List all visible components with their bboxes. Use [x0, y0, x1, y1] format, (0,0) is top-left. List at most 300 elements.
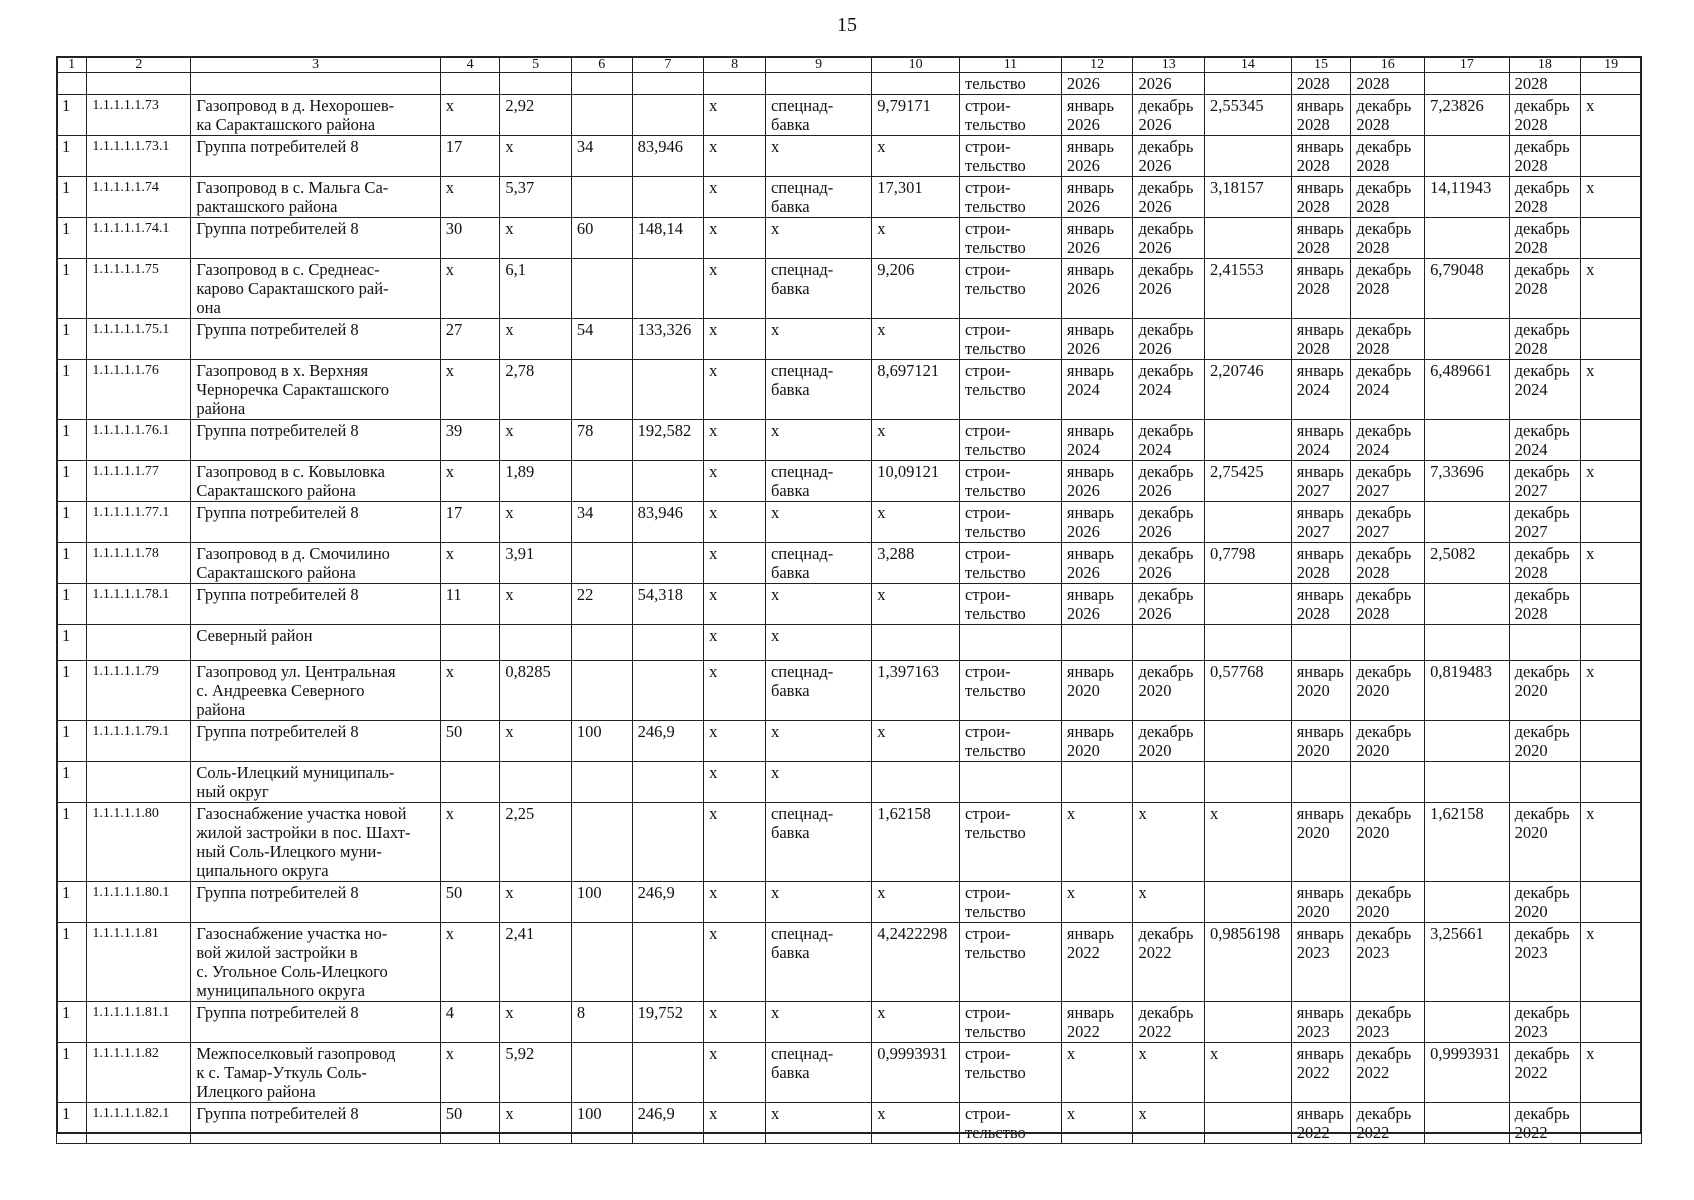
table-cell: х [704, 625, 766, 661]
table-cell [1581, 319, 1642, 360]
table-cell: х [1061, 1043, 1133, 1103]
table-cell: х [704, 1002, 766, 1043]
table-cell: декабрь 2023 [1509, 1002, 1581, 1043]
table-cell: 1,397163 [872, 661, 960, 721]
table-cell [1425, 1002, 1510, 1043]
table-cell: декабрь 2024 [1133, 360, 1205, 420]
table-cell [1291, 625, 1351, 661]
table-row [57, 319, 1642, 360]
table-cell [1425, 136, 1510, 177]
table-cell: 83,946 [632, 502, 704, 543]
table-cell: 2026 [1133, 73, 1205, 95]
table-cell: декабрь 2028 [1509, 218, 1581, 259]
table-cell [1581, 73, 1642, 95]
table-cell [1205, 1002, 1292, 1043]
table-cell: декабрь 2027 [1351, 461, 1425, 502]
table-cell: 5,37 [500, 177, 572, 218]
table-cell: х [872, 584, 960, 625]
table-cell [571, 73, 632, 95]
table-cell: х [500, 1002, 572, 1043]
table-cell: 1 [57, 259, 87, 319]
table-cell [1205, 218, 1292, 259]
table-cell: х [704, 319, 766, 360]
table-cell: х [704, 420, 766, 461]
table-cell [87, 73, 191, 95]
table-cell: строи- тельство [960, 420, 1062, 461]
table-cell: 1.1.1.1.1.80 [87, 803, 191, 882]
table-cell: январь 2022 [1291, 1103, 1351, 1144]
table-cell [1425, 218, 1510, 259]
table-cell: строи- тельство [960, 1103, 1062, 1144]
table-cell [1425, 420, 1510, 461]
table-cell: 0,9993931 [872, 1043, 960, 1103]
table-cell: 2,20746 [1205, 360, 1292, 420]
table-cell [87, 625, 191, 661]
table-cell: январь 2028 [1291, 136, 1351, 177]
table-cell [765, 73, 871, 95]
table-cell [500, 73, 572, 95]
table-cell: январь 2026 [1061, 218, 1133, 259]
table-cell [1509, 762, 1581, 803]
table-cell: 1.1.1.1.1.79.1 [87, 721, 191, 762]
table-cell: 8 [571, 1002, 632, 1043]
table-cell: 2,78 [500, 360, 572, 420]
table-cell: январь 2026 [1061, 461, 1133, 502]
table-cell: декабрь 2020 [1509, 882, 1581, 923]
table-cell: 1.1.1.1.1.75 [87, 259, 191, 319]
table-cell: январь 2026 [1061, 584, 1133, 625]
table-cell: 39 [440, 420, 500, 461]
table-cell: декабрь 2026 [1133, 177, 1205, 218]
table-cell [632, 762, 704, 803]
table-cell: декабрь 2026 [1133, 218, 1205, 259]
table-cell: Соль-Илецкий муниципаль- ный округ [191, 762, 440, 803]
table-cell: декабрь 2027 [1509, 461, 1581, 502]
table-cell [632, 95, 704, 136]
table-cell [571, 1043, 632, 1103]
table-cell: декабрь 2023 [1351, 923, 1425, 1002]
table-row [57, 502, 1642, 543]
table-cell: 0,57768 [1205, 661, 1292, 721]
table-cell: х [765, 218, 871, 259]
table-cell: декабрь 2024 [1509, 420, 1581, 461]
table-cell [960, 625, 1062, 661]
table-row [57, 177, 1642, 218]
table-cell: декабрь 2028 [1509, 136, 1581, 177]
table-cell: 246,9 [632, 721, 704, 762]
table-cell: х [765, 136, 871, 177]
table-cell: декабрь 2024 [1133, 420, 1205, 461]
table-cell: январь 2026 [1061, 177, 1133, 218]
table-row [57, 1002, 1642, 1043]
table-cell: х [1205, 1043, 1292, 1103]
table-row [57, 721, 1642, 762]
table-cell: 2,41553 [1205, 259, 1292, 319]
table-cell [1205, 625, 1292, 661]
column-number: 7 [632, 57, 704, 73]
table-cell: 6,79048 [1425, 259, 1510, 319]
table-cell: х [440, 1043, 500, 1103]
table-cell [1425, 1103, 1510, 1144]
table-cell: 54,318 [632, 584, 704, 625]
table-cell [1581, 625, 1642, 661]
table-row [57, 1043, 1642, 1103]
table-cell: декабрь 2028 [1509, 543, 1581, 584]
table-cell: 0,9856198 [1205, 923, 1292, 1002]
table-cell: х [765, 319, 871, 360]
table-cell: Межпоселковый газопровод к с. Тамар-Уткуль Соль- Илецкого района [191, 1043, 440, 1103]
table-cell: спецнад- бавка [765, 661, 871, 721]
table-cell: х [500, 584, 572, 625]
table-cell: х [765, 762, 871, 803]
table-cell: х [765, 502, 871, 543]
table-cell: х [704, 1103, 766, 1144]
table-cell: декабрь 2026 [1133, 259, 1205, 319]
table-cell: январь 2020 [1291, 721, 1351, 762]
table-cell [1061, 625, 1133, 661]
table-cell: строи- тельство [960, 721, 1062, 762]
table-cell [632, 661, 704, 721]
table-cell: 10,09121 [872, 461, 960, 502]
column-number: 2 [87, 57, 191, 73]
column-number: 5 [500, 57, 572, 73]
table-cell [571, 661, 632, 721]
table-cell [1425, 73, 1510, 95]
table-cell: х [872, 218, 960, 259]
table-cell: 1 [57, 136, 87, 177]
table-cell: 1 [57, 1002, 87, 1043]
table-cell: декабрь 2020 [1133, 721, 1205, 762]
table-cell: Газопровод в с. Ковыловка Саракташского района [191, 461, 440, 502]
table-cell [191, 73, 440, 95]
table-cell: 30 [440, 218, 500, 259]
table-cell: январь 2024 [1291, 360, 1351, 420]
table-cell: х [872, 721, 960, 762]
table-cell: строи- тельство [960, 543, 1062, 584]
table-cell: х [1581, 923, 1642, 1002]
table-cell: строи- тельство [960, 259, 1062, 319]
table-cell: 50 [440, 1103, 500, 1144]
table-cell [1509, 625, 1581, 661]
table-cell: декабрь 2028 [1509, 259, 1581, 319]
table-row [57, 259, 1642, 319]
table-cell: 1 [57, 360, 87, 420]
table-row [57, 360, 1642, 420]
table-cell: х [765, 584, 871, 625]
table-cell [1205, 319, 1292, 360]
table-cell: 50 [440, 721, 500, 762]
table-cell [571, 259, 632, 319]
table-cell: январь 2023 [1291, 923, 1351, 1002]
table-row [57, 420, 1642, 461]
table-cell: декабрь 2022 [1351, 1043, 1425, 1103]
table-cell: 1 [57, 1043, 87, 1103]
table-cell: декабрь 2020 [1351, 661, 1425, 721]
table-cell: х [704, 584, 766, 625]
table-cell [571, 543, 632, 584]
table-cell: декабрь 2028 [1351, 218, 1425, 259]
table-cell: январь 2020 [1061, 661, 1133, 721]
table-cell: строи- тельство [960, 95, 1062, 136]
table-cell: Газопровод ул. Центральная с. Андреевка Северного района [191, 661, 440, 721]
table-cell: декабрь 2028 [1351, 584, 1425, 625]
table-cell: строи- тельство [960, 803, 1062, 882]
table-cell: строи- тельство [960, 1043, 1062, 1103]
table-cell: 192,582 [632, 420, 704, 461]
table-cell: декабрь 2022 [1133, 1002, 1205, 1043]
table-cell: 0,7798 [1205, 543, 1292, 584]
table-cell: строи- тельство [960, 923, 1062, 1002]
table-cell [571, 177, 632, 218]
table-row [57, 923, 1642, 1002]
table-row [57, 218, 1642, 259]
table-cell: х [704, 803, 766, 882]
table-cell: х [1133, 1103, 1205, 1144]
table-cell: х [1581, 360, 1642, 420]
table-cell: декабрь 2028 [1351, 259, 1425, 319]
table-cell [1133, 625, 1205, 661]
table-cell: 2,75425 [1205, 461, 1292, 502]
table-cell: строи- тельство [960, 502, 1062, 543]
table-cell: Газопровод в с. Мальга Са- ракташского района [191, 177, 440, 218]
page-number: 15 [837, 14, 857, 36]
table-cell: х [872, 882, 960, 923]
table-cell [1205, 721, 1292, 762]
table-cell: 17 [440, 136, 500, 177]
table-cell: 6,489661 [1425, 360, 1510, 420]
table-cell: х [500, 882, 572, 923]
table-cell [571, 461, 632, 502]
column-number: 19 [1581, 57, 1642, 73]
table-cell: х [1581, 661, 1642, 721]
table-cell: х [1133, 882, 1205, 923]
table-cell: 2028 [1291, 73, 1351, 95]
table-cell [1425, 721, 1510, 762]
table-cell: 1.1.1.1.1.73.1 [87, 136, 191, 177]
table-cell: 0,8285 [500, 661, 572, 721]
table-cell: 246,9 [632, 882, 704, 923]
table-cell: 1.1.1.1.1.82.1 [87, 1103, 191, 1144]
table-cell: январь 2024 [1291, 420, 1351, 461]
table-cell: строи- тельство [960, 360, 1062, 420]
table-cell: 7,33696 [1425, 461, 1510, 502]
table-cell: Газопровод в х. Верхняя Черноречка Саракташского района [191, 360, 440, 420]
table-cell [1205, 1103, 1292, 1144]
table-cell: декабрь 2022 [1351, 1103, 1425, 1144]
table-cell [1425, 762, 1510, 803]
table-cell: 1 [57, 420, 87, 461]
table-cell: 133,326 [632, 319, 704, 360]
table-cell [632, 177, 704, 218]
table-cell [632, 803, 704, 882]
table-cell: х [1581, 461, 1642, 502]
table-cell: х [765, 882, 871, 923]
table-cell: декабрь 2026 [1133, 319, 1205, 360]
table-cell: 100 [571, 721, 632, 762]
table-cell: х [765, 721, 871, 762]
table-cell [632, 73, 704, 95]
table-cell: 11 [440, 584, 500, 625]
table-cell: тельство [960, 73, 1062, 95]
table-cell: 22 [571, 584, 632, 625]
table-cell: декабрь 2028 [1351, 136, 1425, 177]
table-cell: январь 2028 [1291, 177, 1351, 218]
table-cell: Газоснабжение участка но- вой жилой застройки в с. Угольное Соль-Илецкого муниципального округа [191, 923, 440, 1002]
table-cell: х [1061, 1103, 1133, 1144]
table-cell: январь 2026 [1061, 259, 1133, 319]
table-cell: х [1581, 95, 1642, 136]
table-cell: х [704, 95, 766, 136]
table-cell [872, 762, 960, 803]
table-cell: Группа потребителей 8 [191, 584, 440, 625]
table-cell [1425, 502, 1510, 543]
table-cell: х [440, 177, 500, 218]
table-cell: х [440, 461, 500, 502]
table-cell: Группа потребителей 8 [191, 218, 440, 259]
column-number: 13 [1133, 57, 1205, 73]
table-cell [632, 923, 704, 1002]
table-cell: 6,1 [500, 259, 572, 319]
table-cell: декабрь 2026 [1133, 543, 1205, 584]
table-cell: 1.1.1.1.1.73 [87, 95, 191, 136]
table-cell [1133, 762, 1205, 803]
table-cell: 1 [57, 502, 87, 543]
table-cell [1205, 882, 1292, 923]
table-cell: Группа потребителей 8 [191, 882, 440, 923]
table-cell: 0,9993931 [1425, 1043, 1510, 1103]
table-cell: декабрь 2028 [1509, 95, 1581, 136]
table-cell: 1 [57, 882, 87, 923]
table-cell: 0,819483 [1425, 661, 1510, 721]
table-cell: декабрь 2027 [1509, 502, 1581, 543]
table-cell [1061, 762, 1133, 803]
table-cell: 3,288 [872, 543, 960, 584]
table-row [57, 1103, 1642, 1144]
table-cell: спецнад- бавка [765, 1043, 871, 1103]
column-number: 3 [191, 57, 440, 73]
table-cell: 54 [571, 319, 632, 360]
table-cell: 17,301 [872, 177, 960, 218]
column-number: 12 [1061, 57, 1133, 73]
table-cell: х [1061, 803, 1133, 882]
table-cell: январь 2023 [1291, 1002, 1351, 1043]
table-cell: декабрь 2028 [1509, 319, 1581, 360]
table-cell [632, 461, 704, 502]
table-cell: январь 2028 [1291, 259, 1351, 319]
table-cell: 1.1.1.1.1.81.1 [87, 1002, 191, 1043]
table-cell: 2,92 [500, 95, 572, 136]
table-cell: декабрь 2028 [1509, 177, 1581, 218]
table-cell [500, 762, 572, 803]
table-cell [1351, 762, 1425, 803]
table-row [57, 762, 1642, 803]
table-row [57, 543, 1642, 584]
table-cell: декабрь 2020 [1509, 661, 1581, 721]
table-cell: спецнад- бавка [765, 461, 871, 502]
table-cell: декабрь 2020 [1351, 803, 1425, 882]
table-cell: х [500, 502, 572, 543]
table-cell: 1,62158 [872, 803, 960, 882]
table-cell: декабрь 2028 [1509, 584, 1581, 625]
table-cell [1205, 584, 1292, 625]
table-cell: 1.1.1.1.1.75.1 [87, 319, 191, 360]
table-cell: декабрь 2026 [1133, 584, 1205, 625]
table-cell: январь 2026 [1061, 319, 1133, 360]
table-cell: 1.1.1.1.1.81 [87, 923, 191, 1002]
column-number: 6 [571, 57, 632, 73]
table-cell [1581, 502, 1642, 543]
column-number-row [57, 57, 1642, 73]
table-cell: 148,14 [632, 218, 704, 259]
table-cell [440, 73, 500, 95]
table-cell: 7,23826 [1425, 95, 1510, 136]
table-row [57, 73, 1642, 95]
table-cell [57, 73, 87, 95]
table-cell: 1 [57, 803, 87, 882]
table-cell [87, 762, 191, 803]
table-cell [1425, 319, 1510, 360]
table-cell: 1.1.1.1.1.80.1 [87, 882, 191, 923]
table-cell: х [704, 218, 766, 259]
table-cell: строи- тельство [960, 882, 1062, 923]
table-cell: 3,18157 [1205, 177, 1292, 218]
table-cell [704, 73, 766, 95]
table-cell: х [704, 661, 766, 721]
table-cell: январь 2024 [1061, 360, 1133, 420]
table-cell: Группа потребителей 8 [191, 319, 440, 360]
table-cell [872, 625, 960, 661]
table-cell: Группа потребителей 8 [191, 136, 440, 177]
table-cell: 83,946 [632, 136, 704, 177]
table-cell: декабрь 2026 [1133, 136, 1205, 177]
table-cell: январь 2026 [1061, 543, 1133, 584]
table-cell: спецнад- бавка [765, 259, 871, 319]
table-cell [632, 543, 704, 584]
table-cell: 1.1.1.1.1.79 [87, 661, 191, 721]
table-cell: январь 2020 [1291, 882, 1351, 923]
table-cell: декабрь 2024 [1509, 360, 1581, 420]
table-cell: строи- тельство [960, 177, 1062, 218]
table-cell: Газопровод в с. Среднеас- карово Саракташского рай- она [191, 259, 440, 319]
table-cell: декабрь 2020 [1133, 661, 1205, 721]
table-cell: 1 [57, 661, 87, 721]
table-cell: Группа потребителей 8 [191, 420, 440, 461]
table-cell: х [440, 259, 500, 319]
table-row [57, 803, 1642, 882]
table-cell: декабрь 2020 [1509, 721, 1581, 762]
table-cell [571, 625, 632, 661]
table-cell [1581, 420, 1642, 461]
table-cell: 9,206 [872, 259, 960, 319]
table-cell: январь 2028 [1291, 543, 1351, 584]
table-cell: 1 [57, 584, 87, 625]
table-row [57, 584, 1642, 625]
table-cell: 1 [57, 177, 87, 218]
table-cell: 1 [57, 543, 87, 584]
table-cell: строи- тельство [960, 218, 1062, 259]
table-cell: январь 2022 [1291, 1043, 1351, 1103]
table-cell: 1 [57, 762, 87, 803]
table-row [57, 882, 1642, 923]
table-cell: х [500, 218, 572, 259]
table-cell [1291, 762, 1351, 803]
table-cell: х [704, 762, 766, 803]
table-cell: строи- тельство [960, 319, 1062, 360]
table-cell: х [704, 136, 766, 177]
table-cell [1581, 1002, 1642, 1043]
table-cell: х [872, 1002, 960, 1043]
table-cell: декабрь 2024 [1351, 360, 1425, 420]
